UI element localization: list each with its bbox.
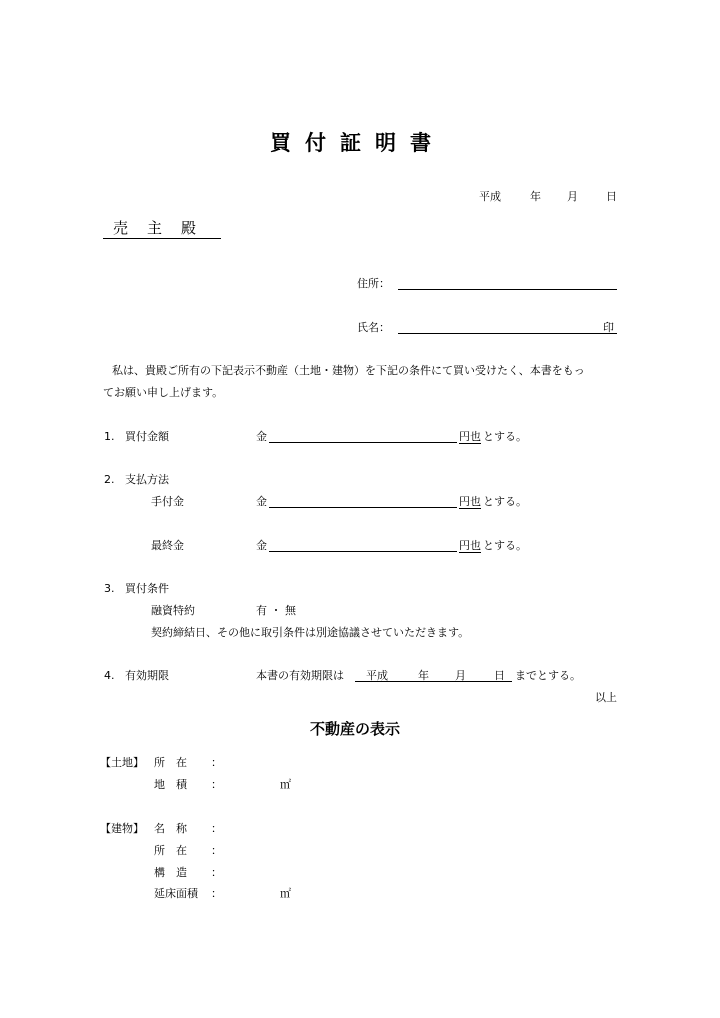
building-row-name: 延床面積 [154, 887, 198, 900]
loan-options[interactable]: 有 ・ 無 [256, 604, 296, 617]
land-row-colon: ： [211, 756, 222, 769]
deposit-prefix: 金 [256, 495, 267, 508]
building-row-colon: ： [211, 822, 222, 835]
building-row-colon: ： [211, 844, 222, 857]
land-row-name: 所 在 [154, 756, 187, 769]
item-4-label: 有効期限 [125, 669, 169, 682]
building-label: 【建物】 [100, 822, 144, 835]
building-row-name: 所 在 [154, 844, 187, 857]
price-unit: 円也 [459, 430, 481, 443]
deposit-field[interactable] [269, 507, 457, 508]
price-prefix: 金 [256, 430, 267, 443]
building-row-name: 構 造 [154, 866, 187, 879]
price-field[interactable] [269, 442, 457, 443]
building-row-colon: ： [211, 887, 222, 900]
deposit-unit: 円也 [459, 495, 481, 508]
date-year: 年 [530, 190, 541, 203]
property-heading: 不動産の表示 [310, 720, 401, 738]
deposit-suffix: とする。 [483, 495, 527, 508]
date-day: 日 [606, 190, 617, 203]
final-suffix: とする。 [483, 539, 527, 552]
intro-line-2: てお願い申し上げます。 [103, 386, 224, 399]
final-prefix: 金 [256, 539, 267, 552]
final-unit: 円也 [459, 539, 481, 552]
seal-mark: 印 [603, 321, 614, 334]
building-row-name: 名 称 [154, 822, 187, 835]
validity-year: 年 [418, 669, 429, 682]
deposit-label: 手付金 [151, 495, 184, 508]
loan-label: 融資特約 [151, 604, 195, 617]
item-3-number: 3. [104, 582, 115, 595]
addressee: 売主殿 [113, 219, 216, 237]
validity-era: 平成 [366, 669, 388, 682]
price-suffix: とする。 [483, 430, 527, 443]
item-2-label: 支払方法 [125, 473, 169, 486]
date-month: 月 [567, 190, 578, 203]
final-field[interactable] [269, 551, 457, 552]
item-2-number: 2. [104, 473, 115, 486]
closing: 以上 [595, 691, 617, 704]
name-field[interactable] [398, 333, 617, 334]
item-1-number: 1. [104, 430, 115, 443]
intro-line-1: 私は、貴殿ご所有の下記表示不動産（土地・建物）を下記の条件にて買い受けたく、本書をもっ [112, 364, 585, 377]
conditions-note: 契約締結日、その他に取引条件は別途協議させていただきます。 [151, 626, 470, 639]
final-label: 最終金 [151, 539, 184, 552]
item-3-label: 買付条件 [125, 582, 169, 595]
land-row-colon: ： [211, 778, 222, 791]
validity-month: 月 [455, 669, 466, 682]
building-row-unit: ㎡ [280, 887, 291, 900]
land-row-unit: ㎡ [280, 778, 291, 791]
validity-day: 日 [494, 669, 505, 682]
address-field[interactable] [398, 289, 617, 290]
addressee-underline [103, 238, 221, 239]
item-1-label: 買付金額 [125, 430, 169, 443]
address-label: 住所： [357, 277, 390, 290]
land-row-name: 地 積 [154, 778, 187, 791]
land-label: 【土地】 [100, 756, 144, 769]
validity-text-before: 本書の有効期限は [256, 669, 344, 682]
item-4-number: 4. [104, 669, 115, 682]
name-label: 氏名： [357, 321, 390, 334]
date-era: 平成 [479, 190, 501, 203]
document-title: 買付証明書 [270, 131, 445, 155]
building-row-colon: ： [211, 866, 222, 879]
validity-text-after: までとする。 [515, 669, 581, 682]
